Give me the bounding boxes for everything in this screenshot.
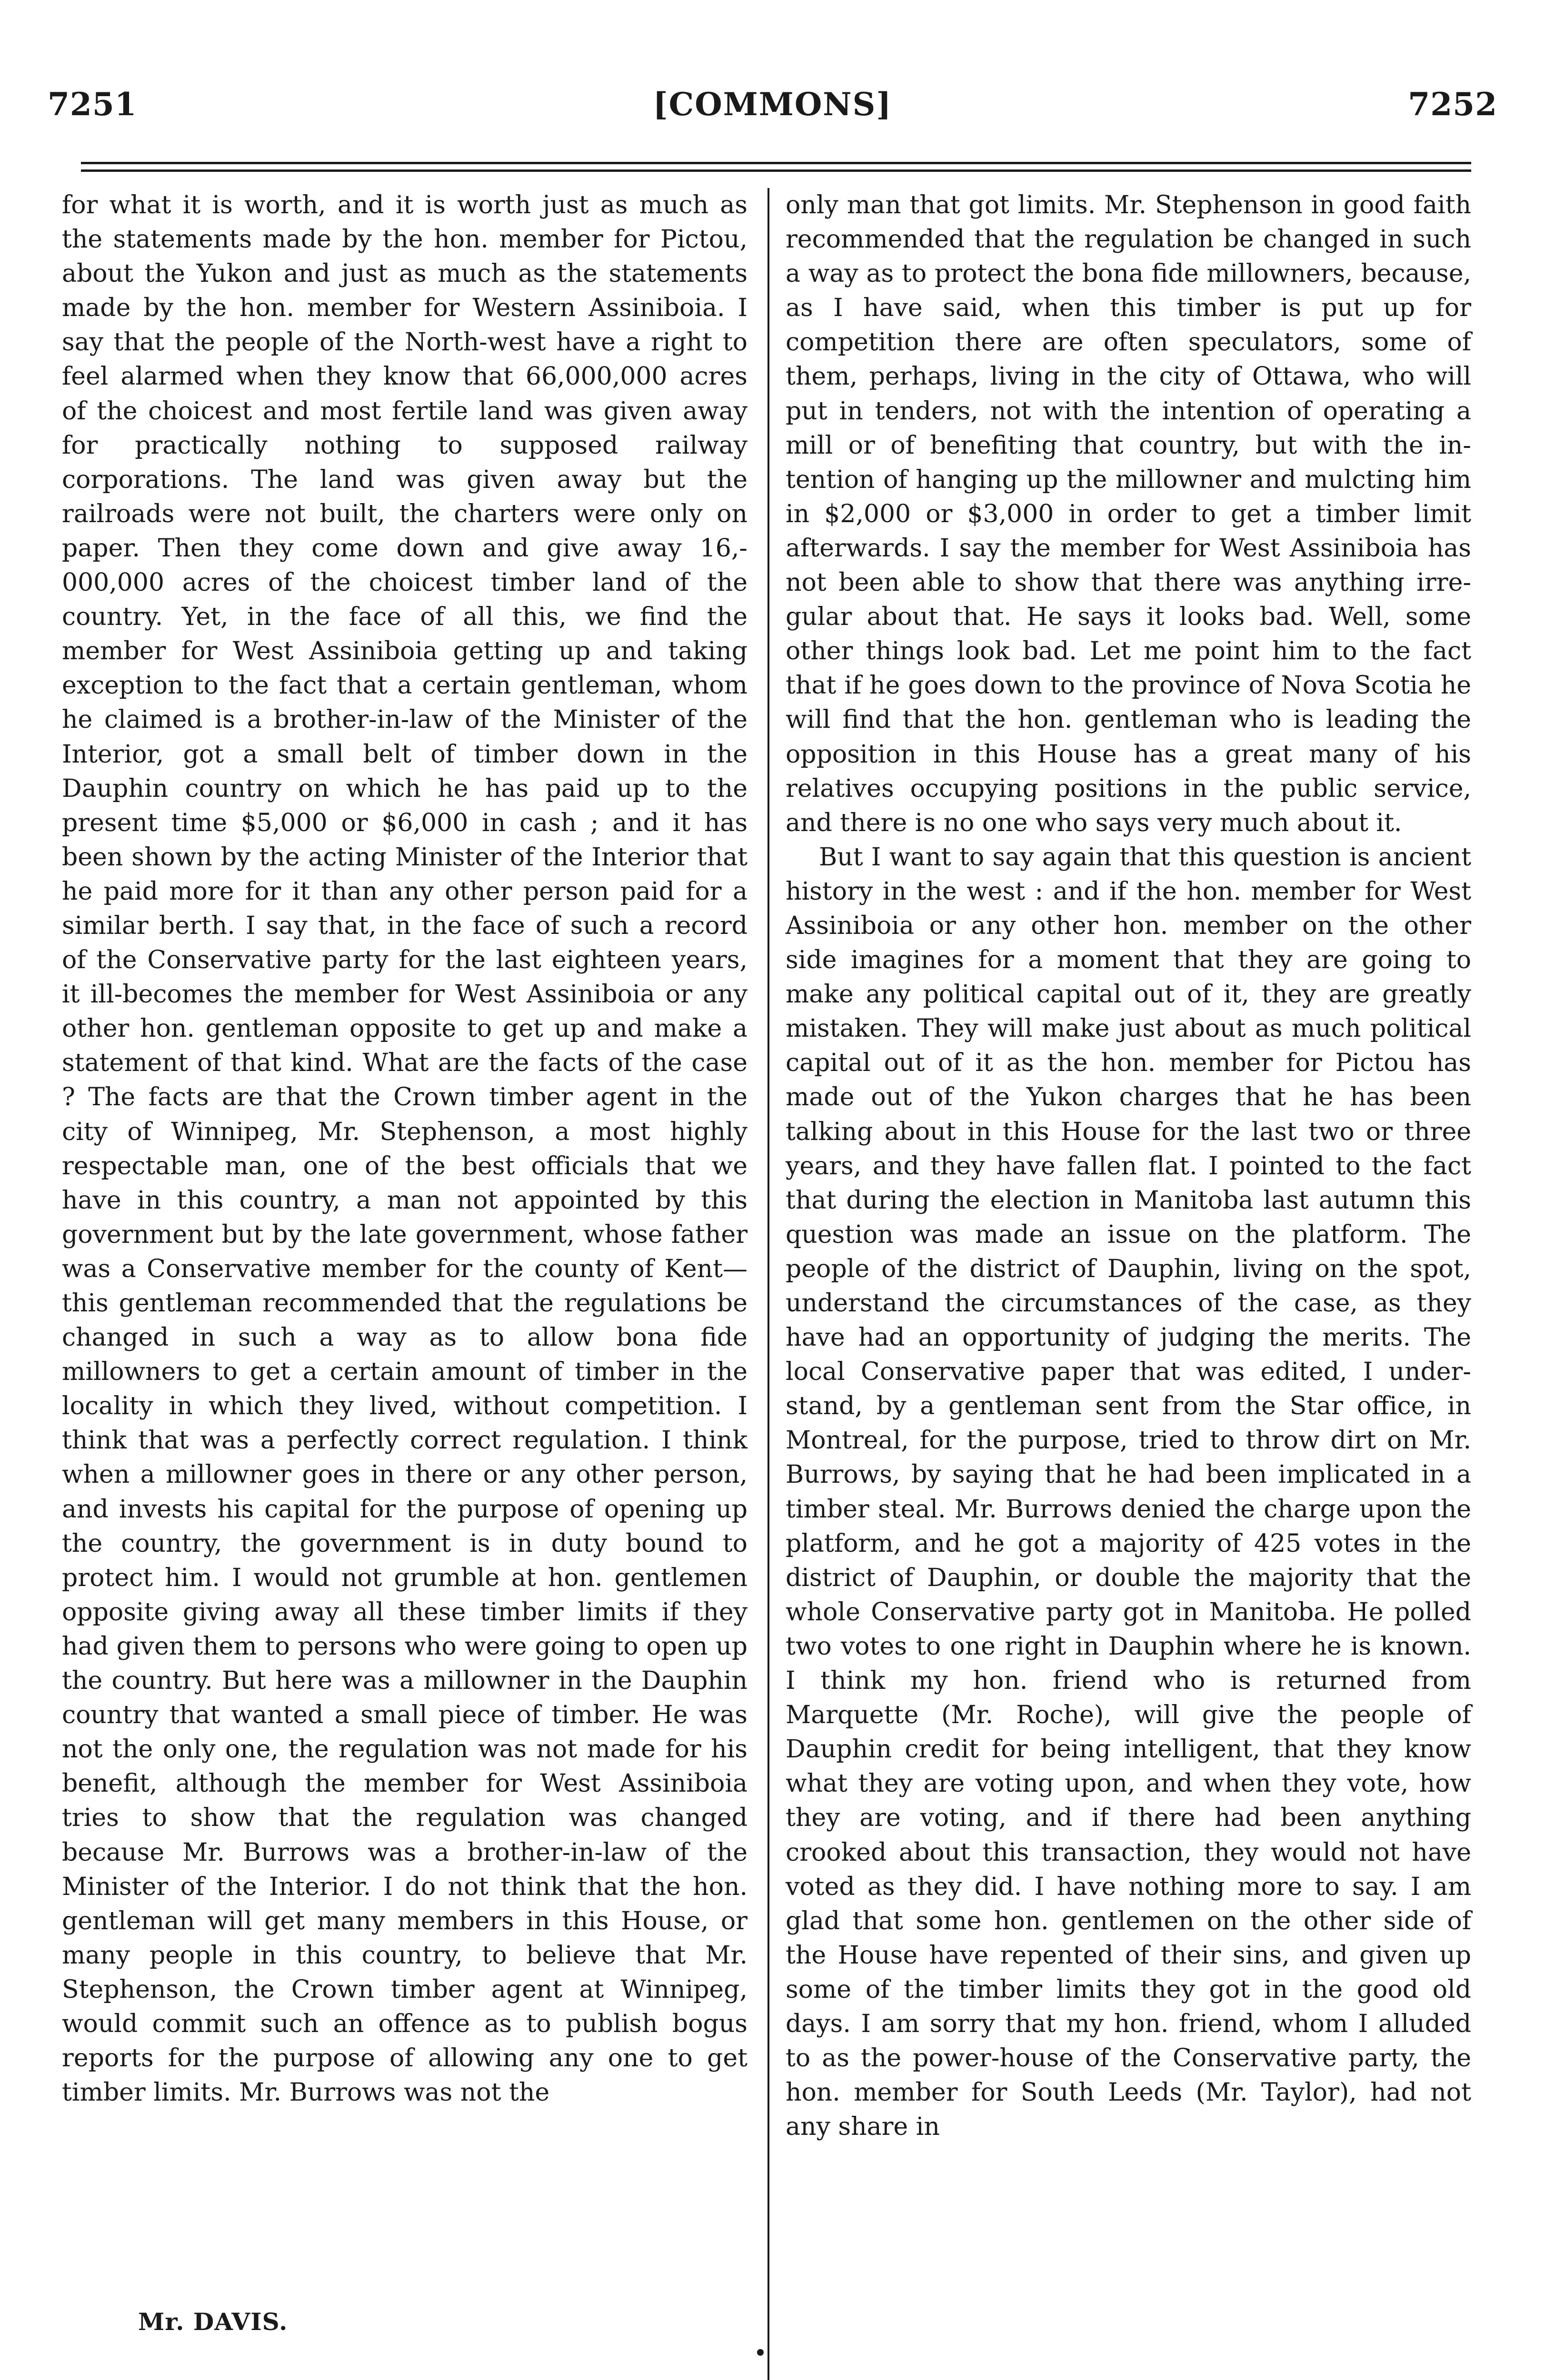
page-number-right: 7252 bbox=[1408, 86, 1497, 123]
footer-dot bbox=[757, 2349, 764, 2356]
right-paragraph-1: only man that got limits. Mr. Stephenson in good faith recommended that the regulation be changed in such a way as to protect the bona fide millowners, because, as I have said, when this timber is put up for competition there are often speculators, some of them, perhaps, living in the city of Ottawa, who will put in tenders, not with the intention of operating a mill or of benefiting that country, but with the intention of hanging up the millowner and mulcting him in $2,000 or $3,000 in order to get a timber limit afterwards. I say the member for West Assiniboia has not been able to show that there was anything irregular about that. He says it looks bad. Well, some other things look bad. Let me point him to the fact that if he goes down to the province of Nova Scotia he will find that the hon. gentleman who is leading the opposition in this House has a great many of his relatives occupying positions in the public service, and there is no one who says very much about it. bbox=[786, 191, 1471, 837]
speaker-tag: Mr. DAVIS. bbox=[138, 2308, 288, 2336]
right-column bbox=[786, 188, 1471, 2144]
page-number-left: 7251 bbox=[48, 86, 137, 123]
header-rule-bottom bbox=[81, 169, 1471, 172]
column-divider bbox=[768, 188, 769, 2380]
running-head: [COMMONS] bbox=[653, 86, 892, 123]
left-column bbox=[62, 188, 748, 2110]
right-paragraph-2: But I want to say again that this question is ancient history in the west : and if the hon. member for West Assiniboia or any other hon. member on the other side imagines for a moment that they are going to make any political capital out of it, they are greatly mistaken. They will make just about as much political capital out of it as the hon. member for Pictou has made out of the Yukon charges that he has been talking about in this House for the last two or three years, and they have fallen flat. I pointed to the fact that during the election in Manitoba last autumn this question was made an issue on the platform. The people of the district of Dauphin, living on the spot, understand the circumstances of the case, as they have had an opportunity of judging the merits. The local Conservative paper that was edited, I understand, by a gentleman sent from the Star office, in Montreal, for the purpose, tried to throw dirt on Mr. Burrows, by saying that he had been implicated in a timber steal. Mr. Burrows denied the charge upon the platform, and he got a majority of 425 votes in the district of Dauphin, or double the majority that the whole Conservative party got in Manitoba. He polled two votes to one right in Dauphin where he is known. I think my hon. friend who is returned from Marquette (Mr. Roche), will give the people of Dauphin credit for being intelligent, that they know what they are voting upon, and when they vote, how they are voting, and if there had been anything crooked about this transaction, they would not have voted as they did. I have nothing more to say. I am glad that some hon. gentlemen on the other side of the House have repented of their sins, and given up some of the timber limits they got in the good old days. I am sorry that my hon. friend, whom I alluded to as the power-house of the Conservative party, the hon. member for South Leeds (Mr. Taylor), had not any share in bbox=[786, 843, 1471, 2142]
left-paragraph-1: for what it is worth, and it is worth just as much as the statements made by the hon. member for Pictou, about the Yukon and just as much as the statements made by the hon. member for Western Assiniboia. I say that the people of the North-west have a right to feel alarmed when they know that 66,000,000 acres of the choicest and most fertile land was given away for practically nothing to supposed railway corporations. The land was given away but the railroads were not built, the charters were only on paper. Then they come down and give away 16,000,000 acres of the choicest timber land of the country. Yet, in the face of all this, we find the member for West Assiniboia getting up and taking exception to the fact that a certain gentleman, whom he claimed is a brother-in-law of the Minister of the Interior, got a small belt of timber down in the Dauphin country on which he has paid up to the present time $5,000 or $6,000 in cash ; and it has been shown by the acting Minister of the Interior that he paid more for it than any other person paid for a similar berth. I say that, in the face of such a record of the Conservative party for the last eighteen years, it ill-becomes the member for West Assiniboia or any other hon. gentleman opposite to get up and make a statement of that kind. What are the facts of the case ? The facts are that the Crown timber agent in the city of Winnipeg, Mr. Stephenson, a most highly respectable man, one of the best officials that we have in this country, a man not appointed by this government but by the late government, whose father was a Conservative member for the county of Kent—this gentleman recommended that the regulations be changed in such a way as to allow bona fide millowners to get a certain amount of timber in the locality in which they lived, without competition. I think that was a perfectly correct regulation. I think when a millowner goes in there or any other person, and invests his capital for the purpose of opening up the country, the government is in duty bound to protect him. I would not grumble at hon. gentlemen opposite giving away all these timber limits if they had given them to persons who were going to open up the country. But here was a millowner in the Dauphin country that wanted a small piece of timber. He was not the only one, the regulation was not made for his benefit, although the member for West Assiniboia tries to show that the regulation was changed because Mr. Burrows was a brother-in-law of the Minister of the Interior. I do not think that the hon. gentleman will get many members in this House, or many people in this country, to believe that Mr. Stephenson, the Crown timber agent at Winnipeg, would commit such an offence as to publish bogus reports for the purpose of allowing any one to get timber limits. Mr. Burrows was not the bbox=[62, 191, 748, 2107]
header-rule-top bbox=[81, 162, 1471, 164]
